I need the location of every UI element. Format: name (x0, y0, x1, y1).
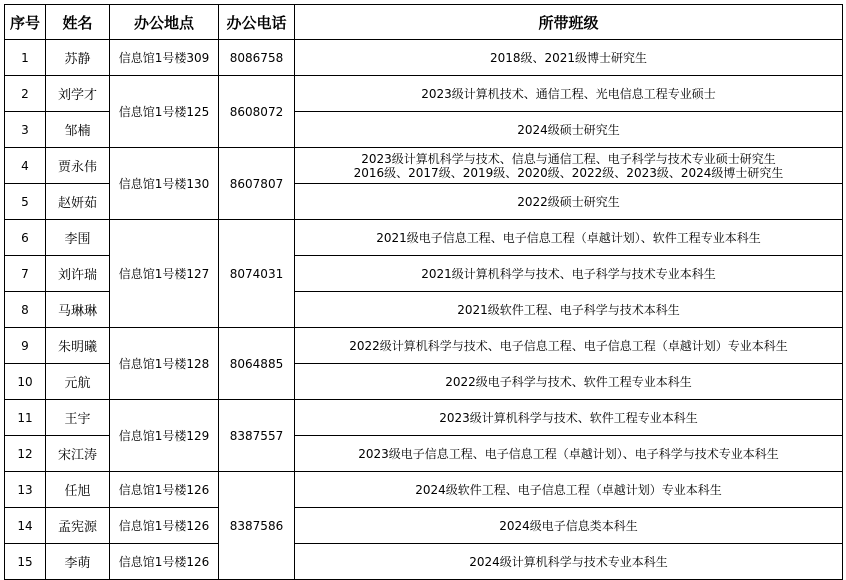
row-classes: 2022级电子科学与技术、软件工程专业本科生 (295, 364, 843, 400)
row-location: 信息馆1号楼129 (110, 400, 219, 472)
row-no: 2 (5, 76, 46, 112)
row-name: 赵妍茹 (46, 184, 110, 220)
row-classes: 2021级软件工程、电子科学与技术本科生 (295, 292, 843, 328)
row-location: 信息馆1号楼127 (110, 220, 219, 328)
row-classes: 2021级计算机科学与技术、电子科学与技术专业本科生 (295, 256, 843, 292)
table-row (5, 400, 843, 436)
row-no: 13 (5, 472, 46, 508)
row-no: 11 (5, 400, 46, 436)
row-location: 信息馆1号楼126 (110, 508, 219, 544)
row-phone: 8086758 (219, 40, 295, 76)
row-classes: 2022级硕士研究生 (295, 184, 843, 220)
header-classes: 所带班级 (295, 5, 843, 40)
row-no: 9 (5, 328, 46, 364)
row-name: 元航 (46, 364, 110, 400)
row-classes: 2021级电子信息工程、电子信息工程（卓越计划）、软件工程专业本科生 (295, 220, 843, 256)
row-name: 刘许瑞 (46, 256, 110, 292)
row-no: 8 (5, 292, 46, 328)
row-classes: 2024级硕士研究生 (295, 112, 843, 148)
row-name: 贾永伟 (46, 148, 110, 184)
row-no: 7 (5, 256, 46, 292)
row-classes: 2024级软件工程、电子信息工程（卓越计划）专业本科生 (295, 472, 843, 508)
row-location: 信息馆1号楼309 (110, 40, 219, 76)
row-classes: 2023级电子信息工程、电子信息工程（卓越计划）、电子科学与技术专业本科生 (295, 436, 843, 472)
row-name: 孟宪源 (46, 508, 110, 544)
row-classes: 2018级、2021级博士研究生 (295, 40, 843, 76)
table-row (5, 76, 843, 112)
header-row (5, 5, 843, 40)
row-no: 1 (5, 40, 46, 76)
row-name: 宋江涛 (46, 436, 110, 472)
row-no: 4 (5, 148, 46, 184)
table-row (5, 220, 843, 256)
table-row (5, 40, 843, 76)
row-classes: 2022级计算机科学与技术、电子信息工程、电子信息工程（卓越计划）专业本科生 (295, 328, 843, 364)
row-name: 刘学才 (46, 76, 110, 112)
row-classes-line: 2023级计算机科学与技术、信息与通信工程、电子科学与技术专业硕士研究生 (361, 151, 776, 166)
header-name: 姓名 (46, 5, 110, 40)
row-classes: 2024级计算机科学与技术专业本科生 (295, 544, 843, 580)
table-row (5, 544, 843, 580)
row-name: 王宇 (46, 400, 110, 436)
header-phone: 办公电话 (219, 5, 295, 40)
row-name: 任旭 (46, 472, 110, 508)
row-name: 李萌 (46, 544, 110, 580)
row-name: 邹楠 (46, 112, 110, 148)
row-phone: 8064885 (219, 328, 295, 400)
row-no: 3 (5, 112, 46, 148)
row-classes: 2023级计算机科学与技术、软件工程专业本科生 (295, 400, 843, 436)
row-no: 6 (5, 220, 46, 256)
row-name: 朱明曦 (46, 328, 110, 364)
row-phone: 8074031 (219, 220, 295, 328)
row-phone: 8608072 (219, 76, 295, 148)
row-name: 马琳琳 (46, 292, 110, 328)
row-classes: 2023级计算机技术、通信工程、光电信息工程专业硕士 (295, 76, 843, 112)
staff-table (4, 4, 843, 580)
row-phone: 8387557 (219, 400, 295, 472)
row-no: 5 (5, 184, 46, 220)
row-no: 15 (5, 544, 46, 580)
table-row (5, 328, 843, 364)
row-phone: 8387586 (219, 472, 295, 580)
row-location: 信息馆1号楼125 (110, 76, 219, 148)
row-no: 12 (5, 436, 46, 472)
table-row (5, 508, 843, 544)
row-location: 信息馆1号楼126 (110, 544, 219, 580)
row-location: 信息馆1号楼128 (110, 328, 219, 400)
row-location: 信息馆1号楼130 (110, 148, 219, 220)
table-row (5, 148, 843, 184)
table-row (5, 472, 843, 508)
header-no: 序号 (5, 5, 46, 40)
row-no: 10 (5, 364, 46, 400)
row-classes-line: 2016级、2017级、2019级、2020级、2022级、2023级、2024级博士研究生 (353, 165, 784, 180)
row-phone: 8607807 (219, 148, 295, 220)
row-name: 苏静 (46, 40, 110, 76)
row-classes: 2024级电子信息类本科生 (295, 508, 843, 544)
row-no: 14 (5, 508, 46, 544)
row-location: 信息馆1号楼126 (110, 472, 219, 508)
header-location: 办公地点 (110, 5, 219, 40)
row-name: 李围 (46, 220, 110, 256)
row-classes (295, 148, 843, 184)
